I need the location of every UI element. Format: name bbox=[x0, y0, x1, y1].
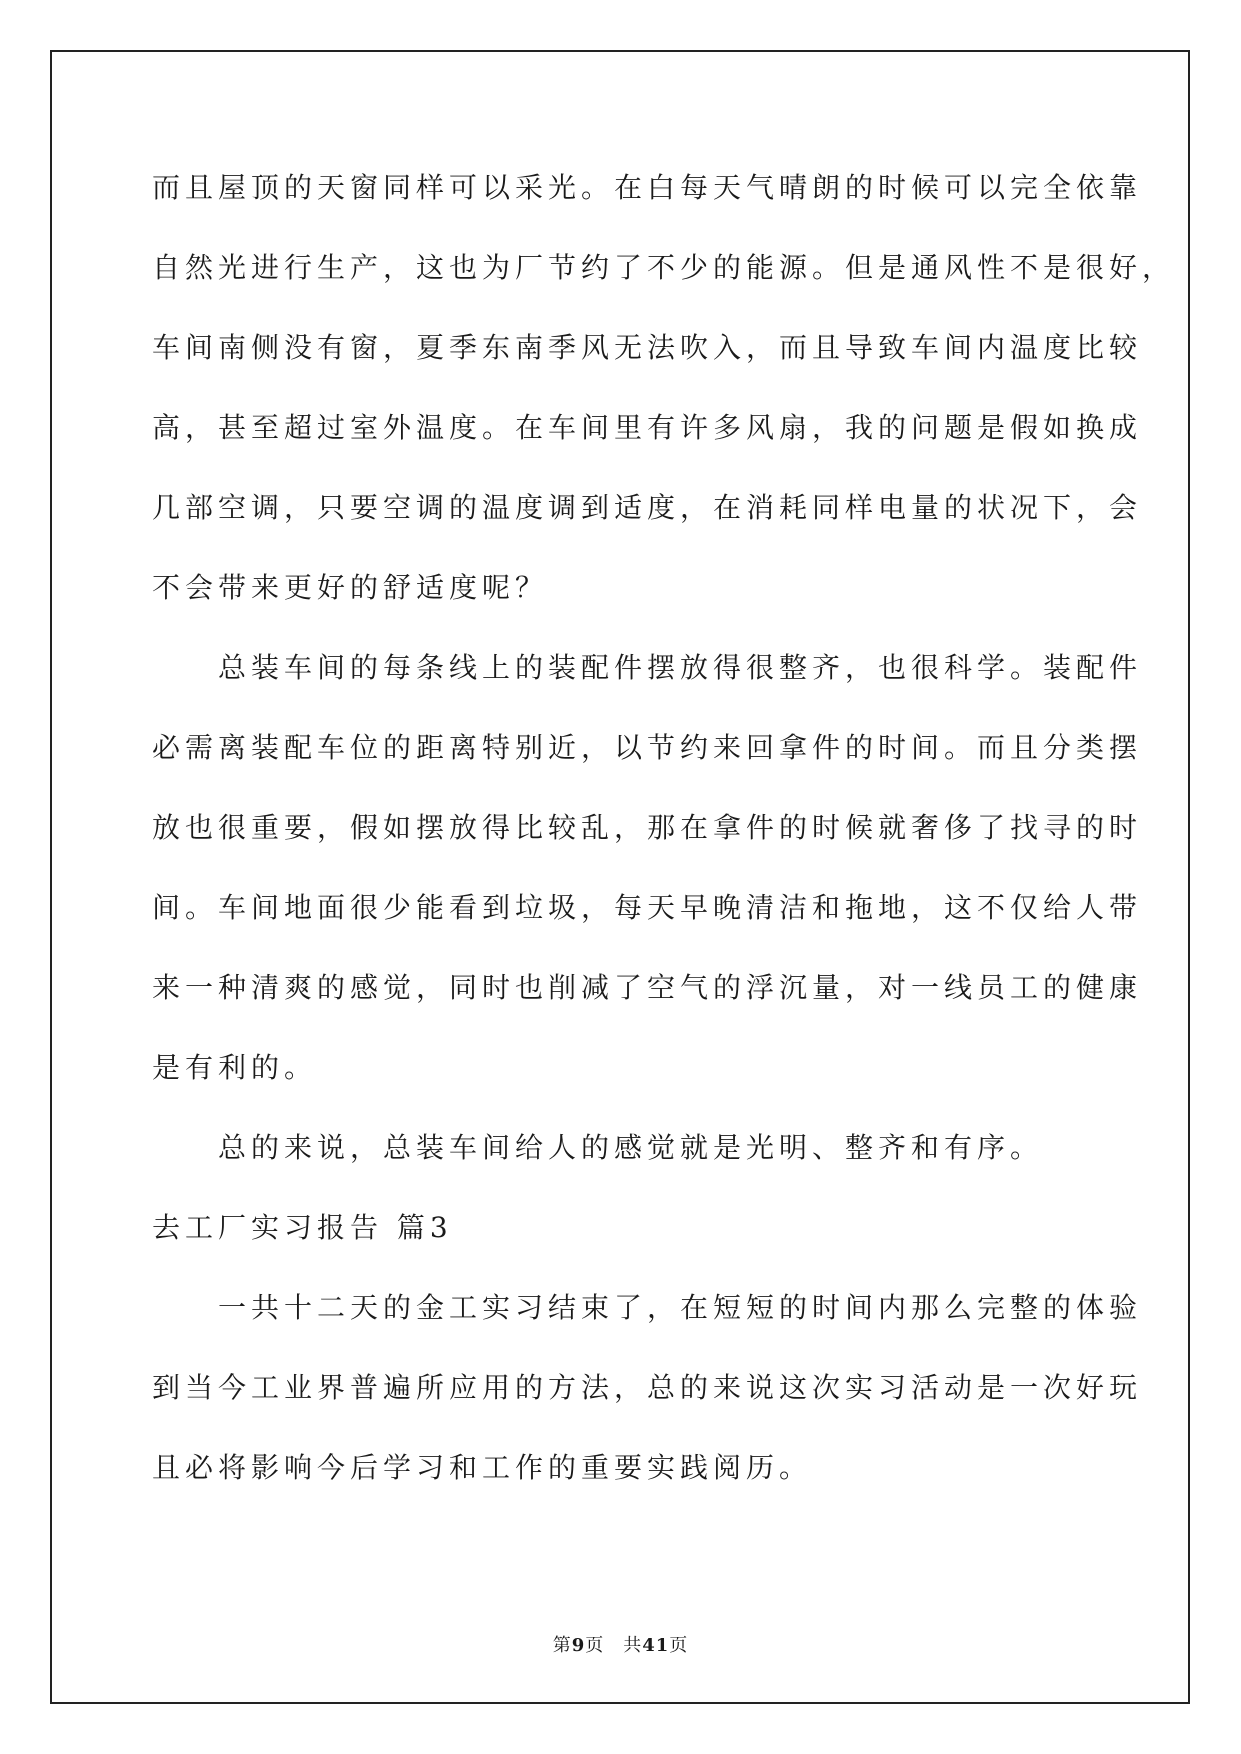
text-line: 自然光进行生产，这也为厂节约了不少的能源。但是通风性不是很好， bbox=[152, 251, 1176, 284]
text-line: 是有利的。 bbox=[152, 1051, 318, 1084]
text-line: 几部空调，只要空调的温度调到适度，在消耗同样电量的状况下，会 bbox=[152, 491, 1143, 524]
text-line: 来一种清爽的感觉，同时也削减了空气的浮沉量，对一线员工的健康 bbox=[152, 971, 1143, 1004]
text-line: 车间南侧没有窗，夏季东南季风无法吹入，而且导致车间内温度比较 bbox=[152, 331, 1143, 364]
section-heading: 去工厂实习报告 篇3 bbox=[152, 1211, 453, 1244]
text-line: 总装车间的每条线上的装配件摆放得很整齐，也很科学。装配件 bbox=[152, 651, 1143, 684]
text-line: 总的来说，总装车间给人的感觉就是光明、整齐和有序。 bbox=[152, 1131, 1044, 1164]
text-line: 间。车间地面很少能看到垃圾，每天早晚清洁和拖地，这不仅给人带 bbox=[152, 891, 1143, 924]
text-line: 到当今工业界普遍所应用的方法，总的来说这次实习活动是一次好玩 bbox=[152, 1371, 1143, 1404]
text-line: 且必将影响今后学习和工作的重要实践阅历。 bbox=[152, 1451, 813, 1484]
total-page-number: 41 bbox=[642, 1635, 670, 1656]
text-line: 而且屋顶的天窗同样可以采光。在白每天气晴朗的时候可以完全依靠 bbox=[152, 171, 1143, 204]
document-body bbox=[152, 170, 1176, 1530]
footer-middle: 页 共 bbox=[585, 1635, 643, 1656]
text-line: 放也很重要，假如摆放得比较乱，那在拿件的时候就奢侈了找寻的时 bbox=[152, 811, 1143, 844]
text-line: 高，甚至超过室外温度。在车间里有许多风扇，我的问题是假如换成 bbox=[152, 411, 1143, 444]
text-line: 一共十二天的金工实习结束了，在短短的时间内那么完整的体验 bbox=[152, 1291, 1143, 1324]
text-line: 不会带来更好的舒适度呢？ bbox=[152, 571, 549, 604]
current-page-number: 9 bbox=[571, 1635, 586, 1656]
text-line: 必需离装配车位的距离特别近，以节约来回拿件的时间。而且分类摆 bbox=[152, 731, 1143, 764]
footer-suffix: 页 bbox=[669, 1635, 689, 1656]
page-number-footer bbox=[0, 1631, 1241, 1657]
footer-prefix: 第 bbox=[552, 1635, 572, 1656]
